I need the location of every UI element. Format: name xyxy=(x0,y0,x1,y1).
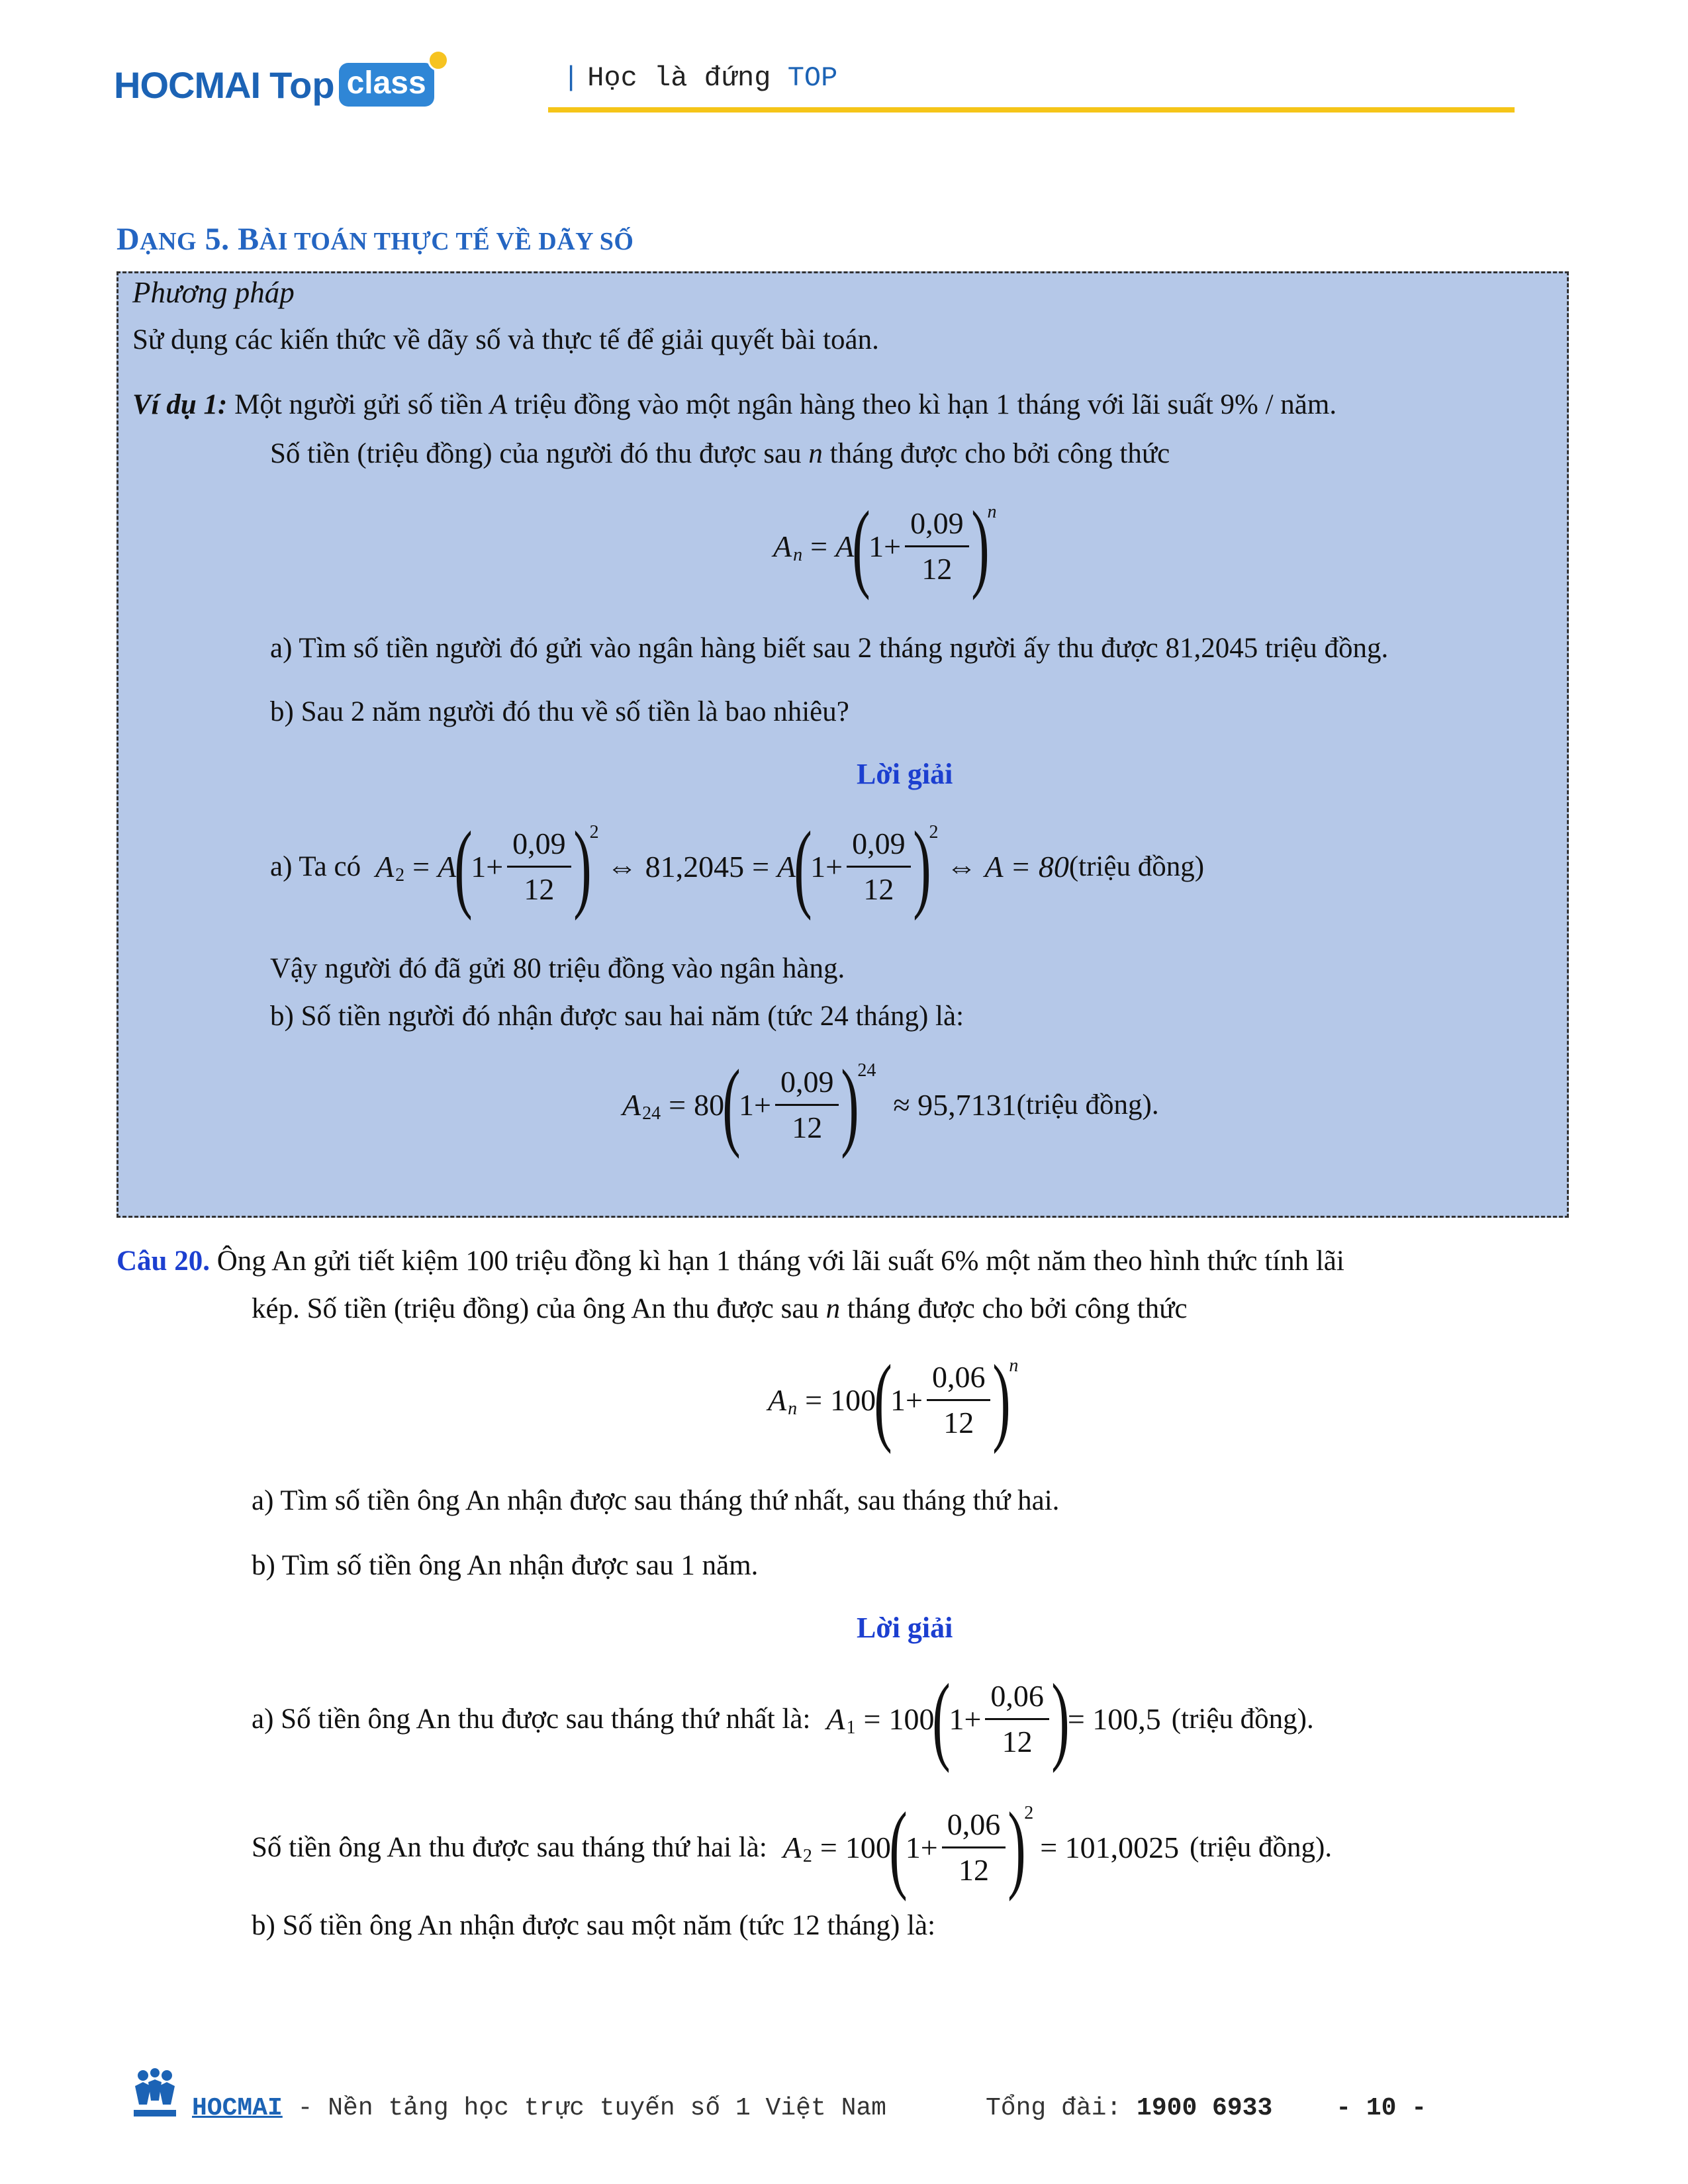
slogan: | Học là đứng TOP xyxy=(563,62,838,94)
section-heading: DẠNG 5. BÀI TOÁN THỰC TẾ VỀ DÃY SỐ xyxy=(117,222,634,257)
logo-top: Top xyxy=(269,64,335,106)
page-number: - 10 - xyxy=(1336,2094,1427,2122)
question-solution-b-text: b) Số tiền ông An nhận được sau một năm (tức 12 tháng) là: xyxy=(252,1910,936,1941)
solution-b-text: b) Số tiền người đó nhận được sau hai năm (tức 24 tháng) là: xyxy=(270,1001,964,1032)
solution-b-formula: A 24 = 80 ( 1+ $\frac{0,09}{12}$ ) 24 ≈ 95,7131 (triệu đồng). xyxy=(622,1050,1159,1160)
example-line-1: Ví dụ 1: Một người gửi số tiền A triệu đồng vào một ngân hàng theo kì hạn 1 tháng với lãi suất 9% / năm. xyxy=(132,389,1337,420)
formula-an: A n = A ( 1+ $\frac{0,09}{12}$ ) n xyxy=(773,491,997,601)
question-formula: A n = 100 ( 1+ $\frac{0,06}{12}$ ) n xyxy=(768,1345,1019,1455)
solution-label: Lời giải xyxy=(857,758,953,790)
question-solution-a2: Số tiền ông An thu được sau tháng thứ hai là: A 2 = 100 ( 1+ $\frac{0,06}{12}$ ) 2 = 101,0025 (triệu đồng). xyxy=(252,1792,1333,1902)
method-description: Sử dụng các kiến thức về dãy số và thực tế để giải quyết bài toán. xyxy=(132,324,879,355)
question-part-b: b) Tìm số tiền ông An nhận được sau 1 năm. xyxy=(252,1550,759,1581)
logo-class: class xyxy=(339,63,434,107)
example-part-b: b) Sau 2 năm người đó thu về số tiền là bao nhiêu? xyxy=(270,696,849,727)
solution-a-formula: a) Ta có A 2 = A ( 1+ $\frac{0,09}{12}$ ) 2 ⇔ 81,2045 = A ( 1+ $\frac{0,09}{12}$ ) 2 ⇔ A = 80 (triệu đồng) xyxy=(270,811,1205,921)
footer-brand-link[interactable]: HOCMAI xyxy=(192,2094,283,2122)
example-line-2: Số tiền (triệu đồng) của người đó thu được sau n tháng được cho bởi công thức xyxy=(270,438,1170,469)
question-solution-label: Lời giải xyxy=(857,1612,953,1644)
logo-hocmai: HOCMAI xyxy=(114,64,261,106)
question-line-1: Câu 20. Ông An gửi tiết kiệm 100 triệu đồng kì hạn 1 tháng với lãi suất 6% một năm theo hình thức tính lãi xyxy=(117,1246,1344,1277)
hocmai-people-icon xyxy=(132,2068,177,2120)
question-part-a: a) Tìm số tiền ông An nhận được sau tháng thứ nhất, sau tháng thứ hai. xyxy=(252,1485,1060,1516)
sun-icon xyxy=(428,50,449,71)
footer: HOCMAI - Nền tảng học trực tuyến số 1 Việt Nam Tổng đài: 1900 6933 - 10 - xyxy=(192,2094,1427,2122)
method-title: Phương pháp xyxy=(132,276,295,309)
header-divider xyxy=(548,107,1515,113)
question-line-2: kép. Số tiền (triệu đồng) của ông An thu được sau n tháng được cho bởi công thức xyxy=(252,1293,1188,1324)
example-part-a: a) Tìm số tiền người đó gửi vào ngân hàng biết sau 2 tháng người ấy thu được 81,2045 triệu đồng. xyxy=(270,633,1389,664)
question-solution-a1: a) Số tiền ông An thu được sau tháng thứ nhất là: A 1 = 100 ( 1+ $\frac{0,06}{12}$ ) = 100,5 (triệu đồng). xyxy=(252,1664,1314,1774)
solution-a-conclusion: Vậy người đó đã gửi 80 triệu đồng vào ngân hàng. xyxy=(270,953,845,984)
brand-logo xyxy=(114,58,434,111)
